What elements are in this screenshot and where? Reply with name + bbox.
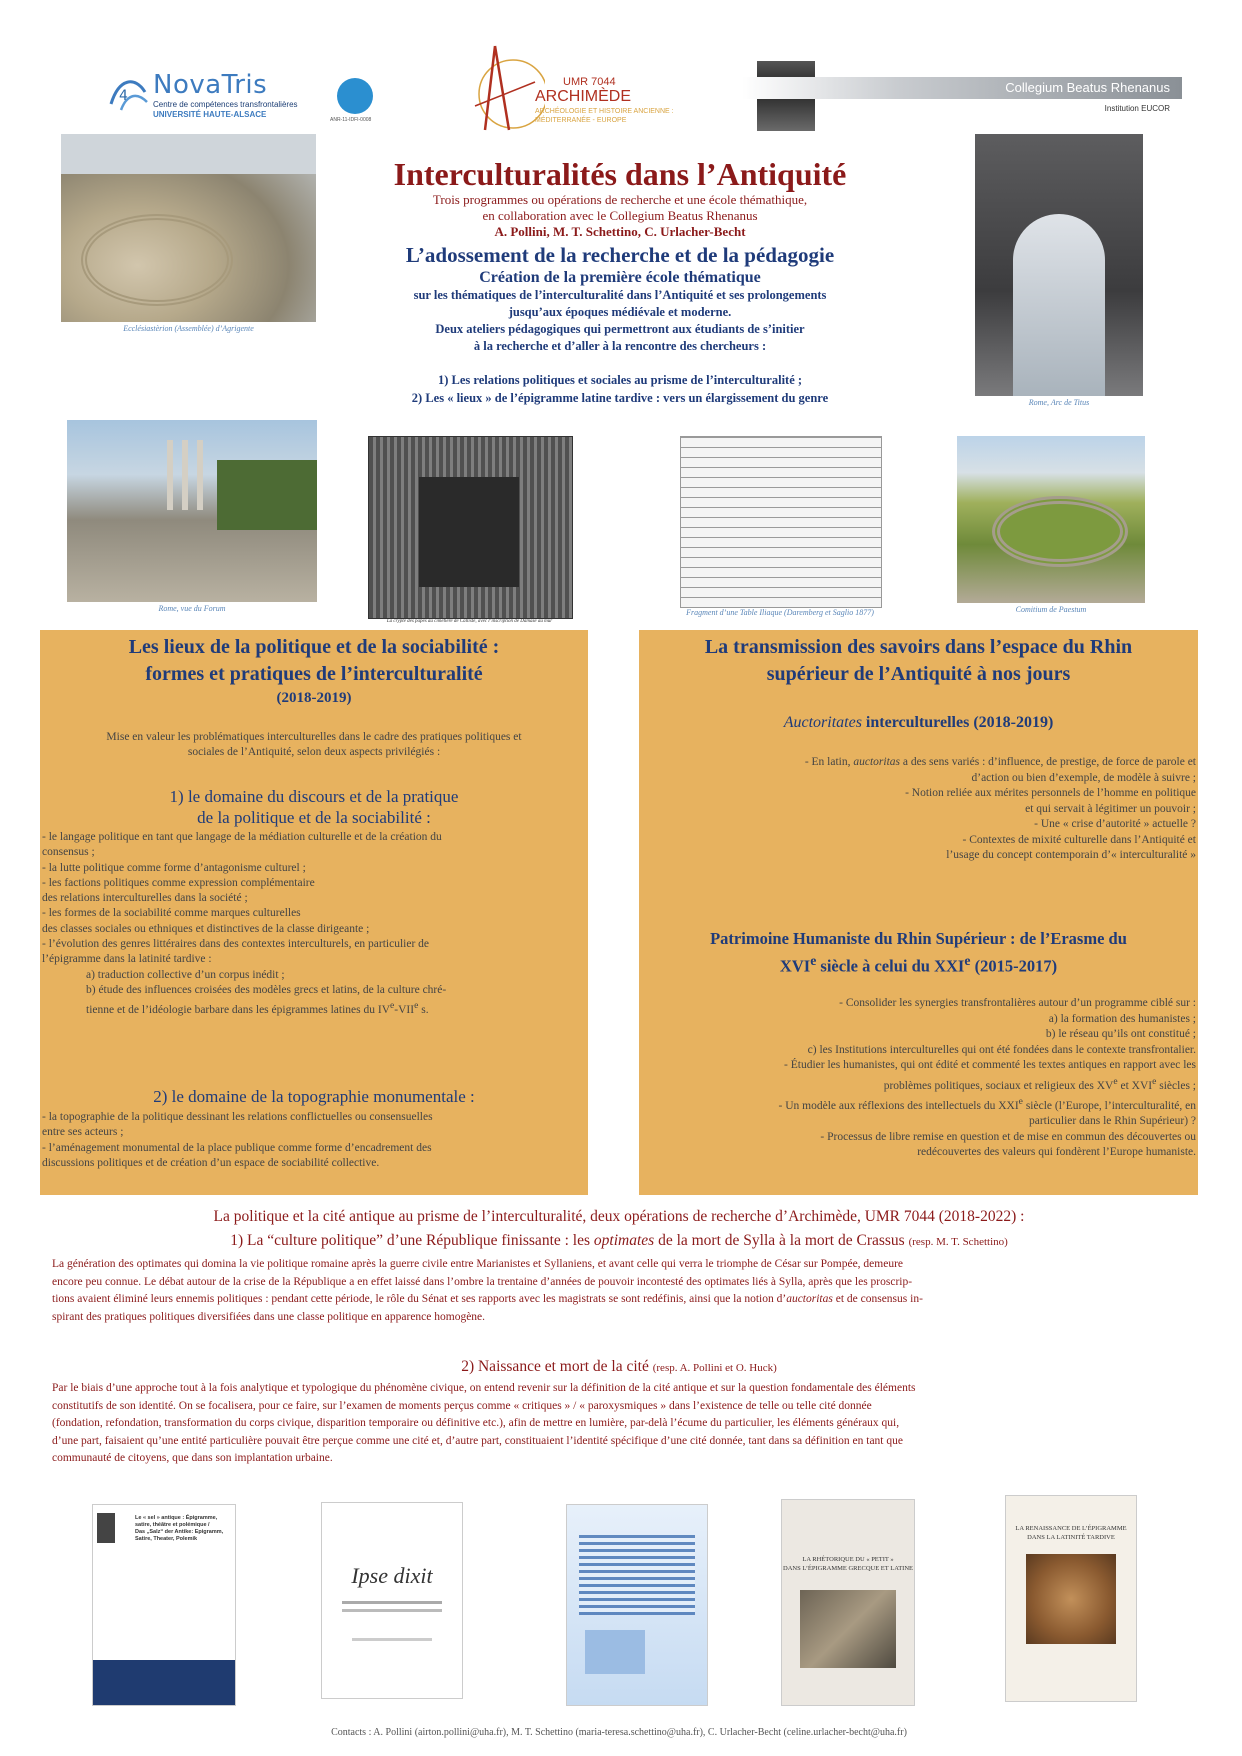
archimede-tag2: MÉDITERRANÉE - EUROPE xyxy=(535,117,627,124)
panel-left-h1b: de la politique et de la sociabilité : xyxy=(197,808,431,827)
header-bold1: sur les thématiques de l’interculturalité dans l’Antiquité et ses prolongements xyxy=(413,288,827,302)
book1-title-line: Das „Salz“ der Antike: Epigramm, xyxy=(135,1529,224,1535)
list-item: - Processus de libre remise en question et de mise en commun des découvertes ou xyxy=(820,1130,1196,1143)
panel-right xyxy=(639,630,1198,1195)
superscript: e xyxy=(390,1000,395,1012)
collegium-sub: Institution EUCOR xyxy=(1104,104,1170,113)
list-item: particulier dans le Rhin Supérieur) ? xyxy=(1028,1115,1196,1128)
op1-resp: (resp. M. T. Schettino) xyxy=(908,1236,1008,1248)
patrimoine-text: siècle à celui du XXI xyxy=(816,956,965,976)
panel-left-h1a: 1) le domaine du discours et de la pratique xyxy=(169,787,459,806)
poster-header xyxy=(330,156,910,407)
svg-text:4: 4 xyxy=(119,88,128,104)
list-item-text: s. xyxy=(418,1004,429,1017)
list-item: - la topographie de la politique dessinant les relations conflictuelles ou consensuelles xyxy=(42,1111,433,1123)
superscript: e xyxy=(964,953,971,968)
list-item: - le langage politique en tant que langage de la médiation culturelle et de la création du xyxy=(42,831,442,843)
auctoritates-rest: interculturelles (2018-2019) xyxy=(861,714,1054,731)
superscript: e xyxy=(414,1000,419,1012)
caption-table-iliaque: Fragment d’une Table Iliaque (Daremberg et Saglio 1877) xyxy=(686,608,874,617)
list-item: - Étudier les humanistes, qui ont édité et commenté les textes antiques en rapport avec les xyxy=(784,1059,1196,1071)
op1-line: spirant des pratiques politiques diversifiées dans une classe politique en apparence homogène. xyxy=(52,1310,486,1323)
superscript: e xyxy=(1018,1095,1023,1107)
idex-badge xyxy=(337,78,373,114)
list-item: - les formes de la sociabilité comme marques culturelles xyxy=(42,907,301,920)
operation2-title xyxy=(40,1358,1198,1376)
list-item-text: - Un modèle aux réflexions des intellectuels du XXI xyxy=(778,1099,1019,1112)
op2-line: d’une part, faisaient qu’une entité particulière pouvait être perçue comme une cité et, d’autre part, constituaient l’identité spécifique d’une cité donnée, tant dans sa définition en tant que xyxy=(52,1434,903,1447)
patrimoine-title1: Patrimoine Humaniste du Rhin Supérieur : de l’Erasme du xyxy=(710,929,1127,948)
photo-paestum xyxy=(957,436,1145,603)
panel-left xyxy=(40,630,588,1195)
panel-left-h1 xyxy=(40,786,588,828)
list-item-text: -VII xyxy=(394,1004,415,1017)
list-item-text: siècles ; xyxy=(1156,1079,1196,1092)
header-bold2: jusqu’aux époques médiévale et moderne. xyxy=(508,305,732,319)
operation1-text xyxy=(52,1256,1192,1326)
list-item: b) étude des influences croisées des modèles grecs et latins, de la culture chré- xyxy=(86,983,447,996)
superscript: e xyxy=(1152,1075,1157,1087)
operation2-text xyxy=(52,1380,1192,1468)
list-item-text: problèmes politiques, sociaux et religieux des XV xyxy=(883,1079,1114,1092)
list-item: - Contextes de mixité culturelle dans l’Antiquité et xyxy=(962,833,1196,846)
op2-line: constitutifs de son identité. On se focalisera, pour ce faire, sur l’examen de moments perçus comme « critiques » / « paroxysmiques » dans l’existence de telle ou telle cité donnée xyxy=(52,1399,872,1412)
book4-title-line: DANS L’ÉPIGRAMME GRECQUE ET LATINE xyxy=(783,1565,913,1572)
patrimoine-text: XVI xyxy=(779,956,811,976)
caption-catacombe: La crypte des papes au cimetière de Calliste, avec l’inscription de Damase au mur xyxy=(386,619,553,624)
panel-right-title1: La transmission des savoirs dans l’espace du Rhin xyxy=(704,636,1133,658)
op2-resp: (resp. A. Pollini et O. Huck) xyxy=(652,1362,777,1374)
list-item: - Consolider les synergies transfrontalières autour d’un programme ciblé sur : xyxy=(839,997,1196,1009)
op1-line-text: et de consensus in- xyxy=(832,1293,923,1305)
header-bold3: Deux ateliers pédagogiques qui permettront aux étudiants de s’initier xyxy=(435,322,805,336)
book1-title xyxy=(135,1515,233,1543)
list-item: redécouvertes des valeurs qui fondèrent l’Europe humaniste. xyxy=(917,1146,1196,1159)
book-cover-sel-antique xyxy=(93,1505,235,1705)
list-item-text: et XVI xyxy=(1117,1079,1153,1092)
page-title: Interculturalités dans l’Antiquité xyxy=(393,156,847,192)
book-cover-novatris-flyer xyxy=(567,1505,707,1705)
panel-left-intro xyxy=(42,730,586,760)
caption-forum: Rome, vue du Forum xyxy=(158,604,226,613)
auctoritas-italic: auctoritas xyxy=(853,756,900,768)
contacts: Contacts : A. Pollini (airton.pollini@uha.fr), M. T. Schettino (maria-teresa.schettino@uha.fr), C. Urlacher-Becht (celine.urlacher-becht@uha.fr) xyxy=(331,1727,907,1738)
op2-line: (fondation, refondation, transformation du corps civique, disparition temporaire ou définitive etc.), afin de mettre en lumière, par-delà l’écume du particulier, les éléments généraux qui, xyxy=(52,1417,900,1429)
book-cover-renaissance-epigramme xyxy=(1006,1496,1136,1701)
panel-right-list2 xyxy=(646,996,1196,1161)
photo-forum xyxy=(67,420,317,602)
panel-right-auctoritates xyxy=(639,714,1198,732)
op1-text: 1) La “culture politique” d’une République finissante : les xyxy=(230,1232,594,1249)
list-item: l’épigramme dans la latinité tardive : xyxy=(42,953,212,966)
panel-left-list1 xyxy=(42,830,586,1018)
list-item: a) traduction collective d’un corpus inédit ; xyxy=(86,968,285,981)
header-line2: en collaboration avec le Collegium Beatus Rhenanus xyxy=(482,208,758,223)
list-item xyxy=(646,755,1196,771)
list-item: - la lutte politique comme forme d’antagonisme culturel ; xyxy=(42,861,306,874)
patrimoine-title2 xyxy=(639,950,1198,978)
superscript: e xyxy=(1113,1075,1118,1087)
list-item: et qui servait à légitimer un pouvoir ; xyxy=(1025,802,1196,815)
panel-right-list1 xyxy=(646,755,1196,864)
list-item: entre ses acteurs ; xyxy=(42,1126,124,1139)
novatris-logo xyxy=(105,70,335,120)
collegium-name: Collegium Beatus Rhenanus xyxy=(1005,80,1170,95)
book5-title-line: DANS LA LATINITÉ TARDIVE xyxy=(1027,1534,1115,1541)
panel-left-h2: 2) le domaine de la topographie monumentale : xyxy=(153,1087,475,1106)
book4-title xyxy=(782,1555,914,1573)
book1-title-line: Satire, Theater, Polemik xyxy=(135,1536,198,1542)
book4-title-line: LA RHÉTORIQUE DU « PETIT » xyxy=(802,1556,894,1563)
op2-line: Par le biais d’une approche tout à la fois analytique et typologique du phénomène civique, on entend revenir sur la définition de la cité antique et sur la question fondamentale des éléments xyxy=(52,1382,916,1394)
archimede-umr: UMR 7044 xyxy=(563,76,616,88)
caption-paestum: Comitium de Paestum xyxy=(1015,605,1087,614)
list-item-text: tienne et de l’idéologie barbare dans les épigrammes latines du IV xyxy=(86,1004,391,1017)
novatris-mark-icon xyxy=(105,74,151,116)
header-bold4: à la recherche et d’aller à la rencontre des chercheurs : xyxy=(473,339,767,353)
list-item: - l’aménagement monumental de la place publique comme forme d’encadrement des xyxy=(42,1141,432,1154)
archimede-logo xyxy=(455,42,695,132)
list-item: b) le réseau qu’ils ont constitué ; xyxy=(1045,1028,1196,1040)
archimede-tag1: ARCHÉOLOGIE ET HISTOIRE ANCIENNE : xyxy=(535,108,674,115)
novatris-line2: UNIVERSITÉ HAUTE-ALSACE xyxy=(153,110,267,119)
op1-text: de la mort de Sylla à la mort de Crassus xyxy=(654,1232,909,1249)
book5-title xyxy=(1006,1524,1136,1542)
list-item xyxy=(42,998,586,1018)
photo-agrigente xyxy=(61,134,316,322)
novatris-line1: Centre de compétences transfrontalières xyxy=(153,100,298,109)
list-item xyxy=(646,1094,1196,1114)
superscript: e xyxy=(810,953,817,968)
list-item: - Notion reliée aux mérites personnels de l’homme en politique xyxy=(905,787,1196,799)
panel-right-patrimoine xyxy=(639,928,1198,978)
photo-catacombe xyxy=(368,436,573,619)
list-item-text: a des sens variés : d’influence, de prestige, de force de parole et xyxy=(900,756,1196,768)
bottom-heading: La politique et la cité antique au prisme de l’interculturalité, deux opérations de recherche d’Archimède, UMR 7044 (2018-2022) : xyxy=(213,1208,1025,1225)
header-subtitle: L’adossement de la recherche et de la pédagogie xyxy=(405,243,835,267)
panel-left-title1: Les lieux de la politique et de la sociabilité : xyxy=(128,636,500,658)
list-item: l’usage du concept contemporain d’« interculturalité » xyxy=(946,849,1196,861)
book1-title-line: satire, théâtre et polémique / xyxy=(135,1522,210,1528)
book-cover-ipse-dixit xyxy=(322,1503,462,1698)
operation1-title xyxy=(40,1232,1198,1250)
list-item: discussions politiques et de création d’un espace de sociabilité collective. xyxy=(42,1156,380,1169)
op1-line xyxy=(52,1291,1192,1309)
op1-optimates: optimates xyxy=(593,1232,655,1249)
book2-title: Ipse dixit xyxy=(351,1563,433,1588)
patrimoine-text: (2015-2017) xyxy=(970,956,1058,976)
list-item: consensus ; xyxy=(42,846,95,859)
idex-badge-id: ANR-11-IDFI-0008 xyxy=(330,117,372,123)
op1-line-text: tions avaient éliminé leurs ennemis politiques : pendant cette période, le rôle du Sénat et ses rapports avec les magistrats se sont redéfinis, ainsi que la notion d’ xyxy=(52,1293,787,1305)
collegium-logo xyxy=(742,61,1182,131)
book-cover-rhetorique-petit xyxy=(782,1500,914,1705)
archimede-compass-icon xyxy=(455,42,545,132)
header-creation: Création de la première école thématique xyxy=(479,269,761,286)
op1-line: encore peu connue. Le débat autour de la crise de la République a en effet laissé dans l’ombre la trentaine d’années de pouvoir incontesté des optimates liés à Sylla, après que les proscrip- xyxy=(52,1275,913,1288)
caption-arc-titus: Rome, Arc de Titus xyxy=(1028,398,1090,407)
panel-left-intro1: Mise en valeur les problématiques interculturelles dans le cadre des pratiques politiques et xyxy=(106,731,522,743)
op1-auctoritas: auctoritas xyxy=(786,1293,833,1305)
panel-right-title2: supérieur de l’Antiquité à nos jours xyxy=(766,663,1071,685)
list-item: - l’évolution des genres littéraires dans des contextes interculturels, en particulier de xyxy=(42,938,430,951)
list-item: - Une « crise d’autorité » actuelle ? xyxy=(1034,818,1196,830)
archimede-name: ARCHIMÈDE xyxy=(535,88,632,105)
panel-left-title2: formes et pratiques de l’interculturalité xyxy=(145,663,483,685)
list-item xyxy=(646,1074,1196,1094)
novatris-name: NovaTris xyxy=(153,70,268,100)
photo-arc-titus xyxy=(975,134,1143,396)
book1-title-line: Le « sel » antique : Épigramme, xyxy=(135,1515,218,1521)
list-item: - les factions politiques comme expression complémentaire xyxy=(42,876,315,889)
list-item: des relations interculturelles dans la société ; xyxy=(42,892,248,905)
caption-agrigente: Ecclésiastèrion (Assemblée) d’Agrigente xyxy=(123,324,254,333)
header-line1: Trois programmes ou opérations de recherche et une école thémathique, xyxy=(432,192,808,207)
list-item: a) la formation des humanistes ; xyxy=(1048,1012,1196,1025)
panel-left-list2 xyxy=(42,1110,586,1171)
header-item1: 1) Les relations politiques et sociales au prisme de l’interculturalité ; xyxy=(437,373,803,387)
book5-title-line: LA RENAISSANCE DE L’ÉPIGRAMME xyxy=(1015,1525,1127,1532)
header-authors: A. Pollini, M. T. Schettino, C. Urlacher-Becht xyxy=(494,224,746,239)
op2-text: 2) Naissance et mort de la cité xyxy=(461,1358,653,1375)
header-item2: 2) Les « lieux » de l’épigramme latine tardive : vers un élargissement du genre xyxy=(411,391,829,405)
panel-left-years: (2018-2019) xyxy=(276,690,352,706)
list-item: c) les Institutions interculturelles qui ont été fondées dans le contexte transfrontalier. xyxy=(807,1043,1196,1056)
op1-line: La génération des optimates qui domina la vie politique romaine après la guerre civile entre Marianistes et Syllaniens, et avant celle qui verra le triomphe de César sur Pompée, demeure xyxy=(52,1258,904,1270)
op2-line: communauté de citoyens, que dans son implantation urbaine. xyxy=(52,1452,333,1464)
list-item-text: - En latin, xyxy=(804,756,854,768)
list-item: des classes sociales ou ethniques et distinctives de la classe dirigeante ; xyxy=(42,922,370,935)
photo-table-iliaque xyxy=(680,436,882,608)
list-item: d’action ou bien d’exemple, de modèle à suivre ; xyxy=(971,771,1196,784)
panel-left-intro2: sociales de l’Antiquité, selon deux aspects privilégiés : xyxy=(187,746,441,758)
auctoritates-italic: Auctoritates xyxy=(783,714,862,731)
list-item-text: siècle (l’Europe, l’interculturalité, en xyxy=(1022,1099,1196,1112)
